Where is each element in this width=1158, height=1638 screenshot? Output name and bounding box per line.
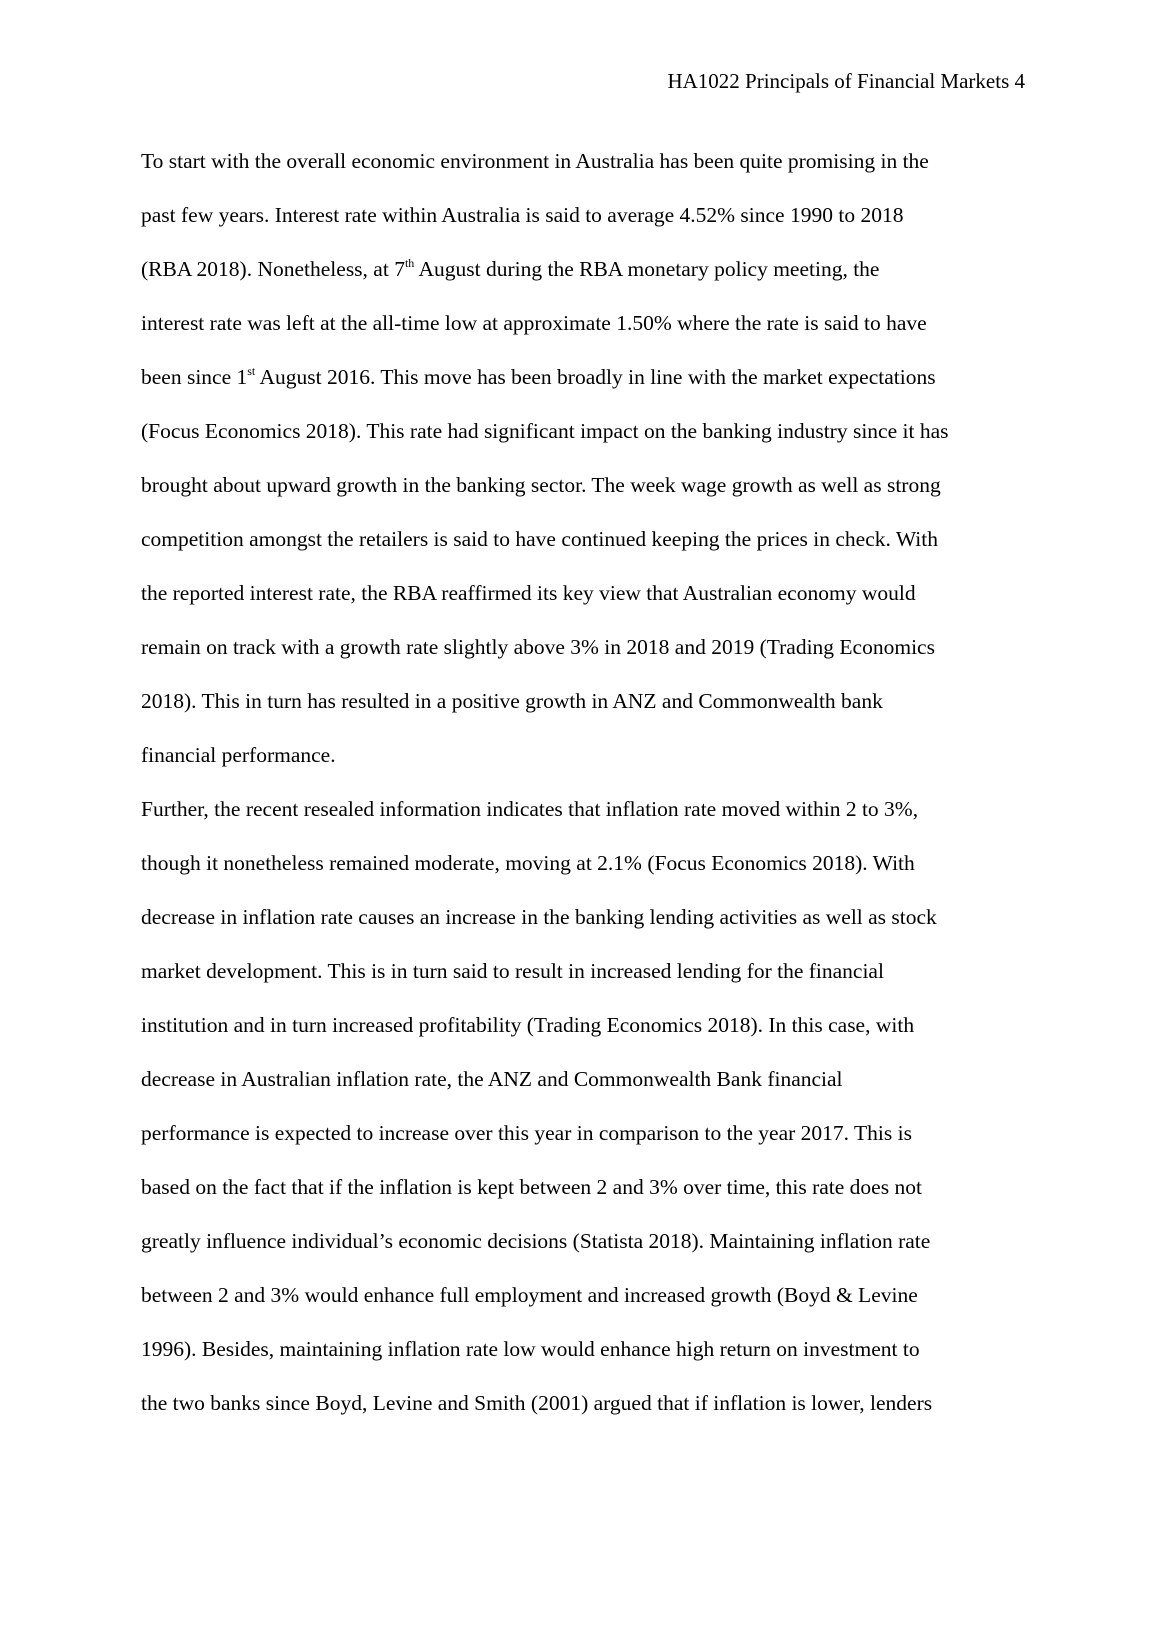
text-line: (Focus Economics 2018). This rate had significant impact on the banking industry since it has: [141, 419, 949, 443]
text-line: though it nonetheless remained moderate, moving at 2.1% (Focus Economics 2018). With: [141, 851, 915, 875]
text-line: decrease in Australian inflation rate, the ANZ and Commonwealth Bank financial: [141, 1067, 843, 1091]
text-line: performance is expected to increase over this year in comparison to the year 2017. This is: [141, 1121, 912, 1145]
text-line: decrease in inflation rate causes an increase in the banking lending activities as well as stock: [141, 905, 937, 929]
text-line: 1996). Besides, maintaining inflation rate low would enhance high return on investment to: [141, 1337, 920, 1361]
paragraph: [141, 134, 1026, 782]
text-line: [141, 350, 1026, 404]
text-line: 2018). This in turn has resulted in a positive growth in ANZ and Commonwealth bank: [141, 689, 883, 713]
text-line: past few years. Interest rate within Australia is said to average 4.52% since 1990 to 2018: [141, 203, 904, 227]
ordinal-superscript: th: [404, 256, 415, 270]
text-line: Further, the recent resealed information indicates that inflation rate moved within 2 to 3%,: [141, 797, 919, 821]
text-line: greatly influence individual’s economic decisions (Statista 2018). Maintaining inflation rate: [141, 1229, 931, 1253]
ordinal-superscript: st: [247, 364, 256, 378]
text-line: [141, 242, 1026, 296]
text-segment: been since 1: [141, 365, 248, 389]
text-line: between 2 and 3% would enhance full employment and increased growth (Boyd & Levine: [141, 1283, 918, 1307]
running-header: HA1022 Principals of Financial Markets 4: [667, 69, 1025, 93]
text-line: remain on track with a growth rate slightly above 3% in 2018 and 2019 (Trading Economics: [141, 635, 935, 659]
text-segment: August 2016. This move has been broadly in line with the market expectations: [255, 365, 936, 389]
text-line: based on the fact that if the inflation is kept between 2 and 3% over time, this rate does not: [141, 1175, 922, 1199]
text-line: interest rate was left at the all-time low at approximate 1.50% where the rate is said to have: [141, 311, 927, 335]
text-segment: (RBA 2018). Nonetheless, at 7: [141, 257, 405, 281]
text-line: the two banks since Boyd, Levine and Smith (2001) argued that if inflation is lower, lenders: [141, 1391, 933, 1415]
text-line: competition amongst the retailers is said to have continued keeping the prices in check. With: [141, 527, 939, 551]
body-text: [141, 134, 1026, 1430]
text-line: brought about upward growth in the banking sector. The week wage growth as well as strong: [141, 473, 941, 497]
paragraph: [141, 782, 1026, 1430]
text-line: market development. This is in turn said to result in increased lending for the financial: [141, 959, 884, 983]
text-line: To start with the overall economic environment in Australia has been quite promising in the: [141, 149, 929, 173]
text-line: financial performance.: [141, 743, 336, 767]
text-segment: August during the RBA monetary policy meeting, the: [414, 257, 880, 281]
text-line: the reported interest rate, the RBA reaffirmed its key view that Australian economy would: [141, 581, 916, 605]
text-line: institution and in turn increased profitability (Trading Economics 2018). In this case, with: [141, 1013, 915, 1037]
